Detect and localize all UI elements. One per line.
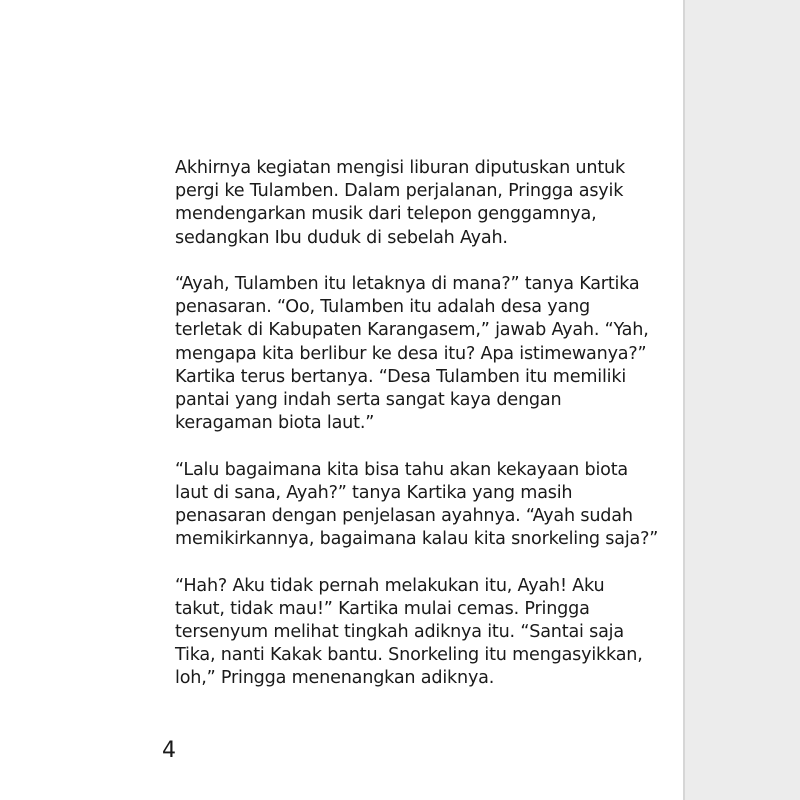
page-edge-line (683, 0, 685, 800)
text-line: “Hah? Aku tidak pernah melakukan itu, Ayah! Aku (175, 575, 605, 596)
text-line: keragaman biota laut.” (175, 413, 375, 434)
text-line: “Lalu bagaimana kita bisa tahu akan kekayaan biota (175, 459, 628, 480)
next-page-edge (683, 0, 800, 800)
text-line: tersenyum melihat tingkah adiknya itu. “Santai saja (175, 622, 624, 643)
text-line: pergi ke Tulamben. Dalam perjalanan, Pringga asyik (175, 181, 624, 202)
paragraph-2 (175, 273, 665, 435)
text-line: mengapa kita berlibur ke desa itu? Apa istimewanya?” (175, 343, 647, 364)
text-line: takut, tidak mau!” Kartika mulai cemas. Pringga (175, 598, 590, 619)
text-line: Akhirnya kegiatan mengisi liburan diputuskan untuk (175, 158, 625, 178)
paragraph-3 (175, 459, 665, 552)
paragraph-1 (175, 157, 665, 250)
text-line: penasaran dengan penjelasan ayahnya. “Ayah sudah (175, 506, 633, 527)
text-line: Kartika terus bertanya. “Desa Tulamben itu memiliki (175, 366, 627, 387)
text-line: laut di sana, Ayah?” tanya Kartika yang masih (175, 482, 573, 503)
paragraph-4 (175, 575, 665, 691)
text-line: loh,” Pringga menenangkan adiknya. (175, 668, 495, 689)
text-line: penasaran. “Oo, Tulamben itu adalah desa yang (175, 297, 590, 318)
text-line: “Ayah, Tulamben itu letaknya di mana?” tanya Kartika (175, 274, 640, 294)
text-line: terletak di Kabupaten Karangasem,” jawab Ayah. “Yah, (175, 320, 649, 341)
story-text (175, 157, 665, 714)
text-line: pantai yang indah serta sangat kaya dengan (175, 390, 562, 411)
text-line: mendengarkan musik dari telepon genggamnya, (175, 204, 597, 225)
text-line: sedangkan Ibu duduk di sebelah Ayah. (175, 227, 508, 248)
text-line: Tika, nanti Kakak bantu. Snorkeling itu mengasyikkan, (175, 645, 643, 666)
text-line: memikirkannya, bagaimana kalau kita snorkeling saja?” (175, 529, 659, 550)
page-number: 4 (162, 738, 176, 763)
